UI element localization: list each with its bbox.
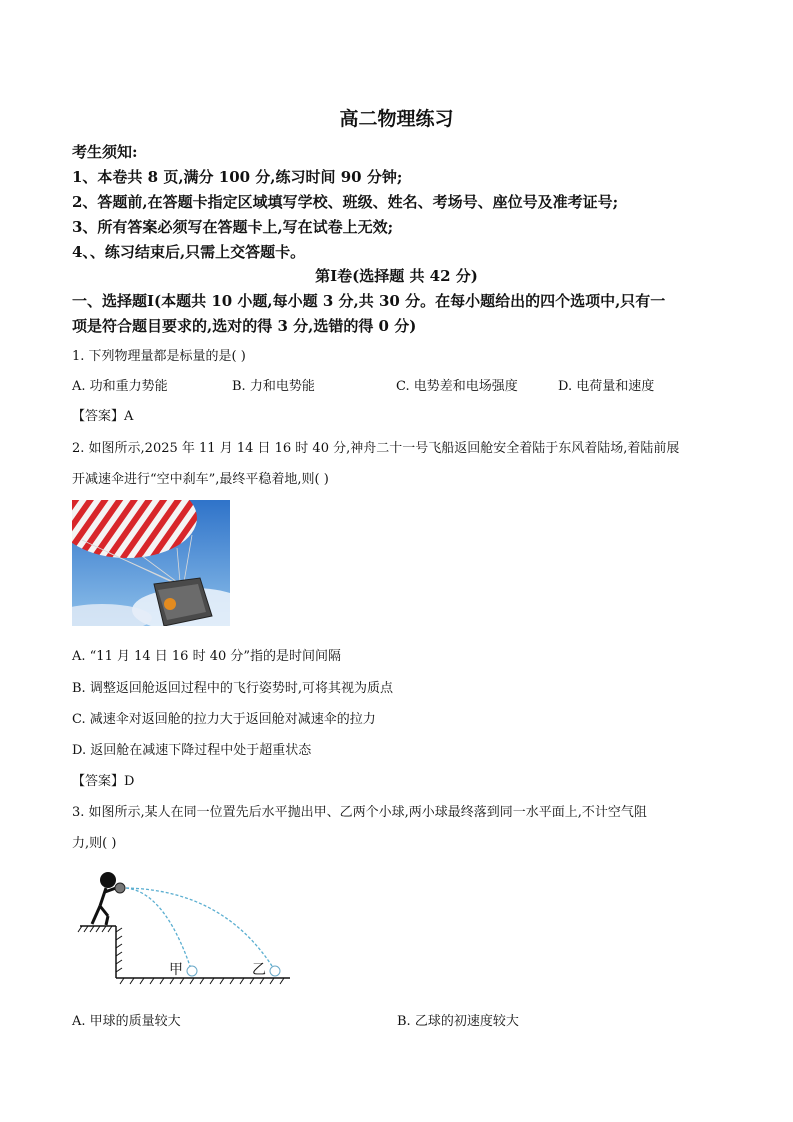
part-instructions-line: 项是符合题目要求的,选对的得 3 分,选错的得 0 分) bbox=[72, 317, 417, 335]
notice-item: 4、、练习结束后,只需上交答题卡。 bbox=[72, 243, 306, 261]
section-title: 第Ⅰ卷(选择题 共 42 分) bbox=[315, 267, 478, 285]
question-3-stem: 3. 如图所示,某人在同一位置先后水平抛出甲、乙两个小球,两小球最终落到同一水平面上,不计空气阻 bbox=[72, 805, 647, 820]
page-title: 高二物理练习 bbox=[339, 108, 454, 130]
option-b: B. 乙球的初速度较大 bbox=[397, 1014, 519, 1029]
option-a: A. 功和重力势能 bbox=[72, 379, 168, 394]
notice-item: 3、所有答案必须写在答题卡上,写在试卷上无效; bbox=[72, 218, 394, 236]
parachute-capsule-photo bbox=[72, 500, 230, 626]
option-d: D. 电荷量和速度 bbox=[558, 379, 655, 394]
notice-heading: 考生须知: bbox=[72, 143, 138, 161]
option-b: B. 调整返回舱返回过程中的飞行姿势时,可将其视为质点 bbox=[72, 681, 393, 696]
option-c: C. 减速伞对返回舱的拉力大于返回舱对减速伞的拉力 bbox=[72, 712, 376, 727]
notice-item: 2、答题前,在答题卡指定区域填写学校、班级、姓名、考场号、座位号及准考证号; bbox=[72, 193, 619, 211]
answer-label: 【答案】D bbox=[72, 774, 135, 789]
projectile-diagram bbox=[72, 868, 302, 986]
label-jia: 甲 bbox=[169, 962, 183, 978]
option-b: B. 力和电势能 bbox=[232, 379, 315, 394]
label-yi: 乙 bbox=[252, 962, 266, 978]
option-a: A. 甲球的质量较大 bbox=[72, 1014, 181, 1029]
option-a: A. “11 月 14 日 16 时 40 分”指的是时间间隔 bbox=[72, 649, 342, 664]
part-instructions-line: 一、选择题Ⅰ(本题共 10 小题,每小题 3 分,共 30 分。在每小题给出的四个选项中,只有一 bbox=[72, 292, 666, 310]
option-c: C. 电势差和电场强度 bbox=[396, 379, 518, 394]
question-1-stem: 1. 下列物理量都是标量的是( ) bbox=[72, 349, 246, 364]
question-3-stem: 力,则( ) bbox=[72, 836, 117, 851]
question-2-stem: 开减速伞进行“空中刹车”,最终平稳着地,则( ) bbox=[72, 472, 329, 487]
option-d: D. 返回舱在减速下降过程中处于超重状态 bbox=[72, 743, 312, 758]
question-2-stem: 2. 如图所示,2025 年 11 月 14 日 16 时 40 分,神舟二十一号飞船返回舱安全着陆于东风着陆场,着陆前展 bbox=[72, 441, 680, 456]
answer-label: 【答案】A bbox=[72, 409, 134, 424]
notice-item: 1、本卷共 8 页,满分 100 分,练习时间 90 分钟; bbox=[72, 168, 403, 186]
